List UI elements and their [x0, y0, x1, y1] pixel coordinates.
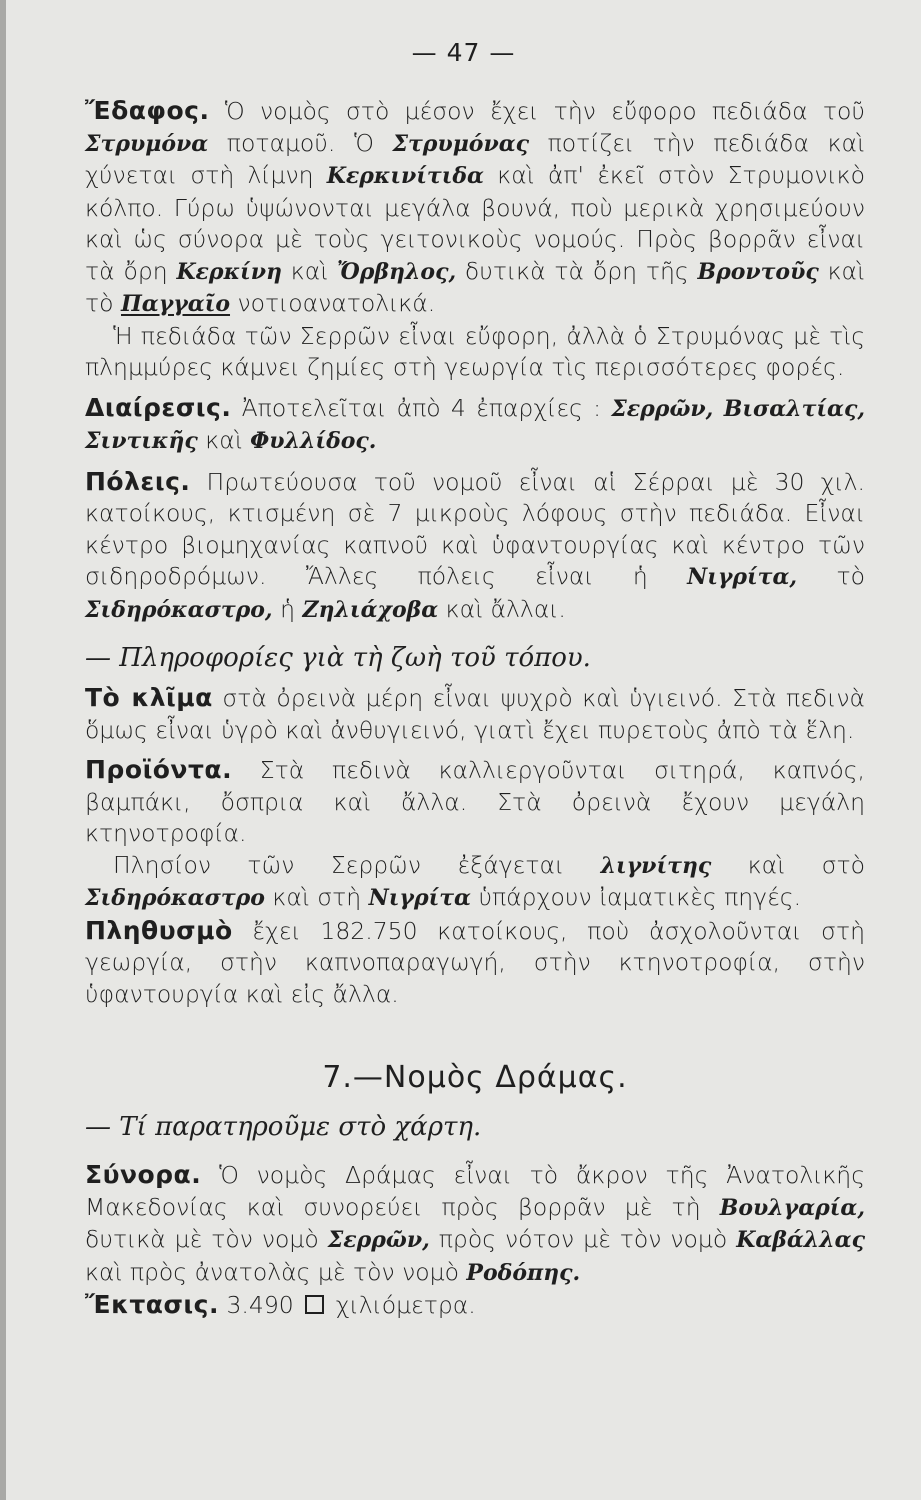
paragraph-proionta: [85, 754, 865, 850]
paragraph-diairesis: [85, 392, 865, 458]
heading-ektasis: Ἔκτασις.: [85, 1290, 219, 1319]
place-name: Κερκινίτιδα: [326, 163, 484, 189]
place-name: Ροδόπης.: [466, 1259, 581, 1286]
text: δυτικὰ μὲ τὸν νομὸ: [85, 1225, 328, 1253]
place-name: Νιγρίτα: [368, 885, 471, 911]
place-name: Στρυμόνα: [85, 130, 209, 157]
place-name: Φυλλίδος.: [250, 428, 377, 454]
page-content: [85, 95, 865, 1322]
text: καὶ πρὸς ἀνατολὰς μὲ τὸν νομὸ: [85, 1257, 467, 1286]
place-name: Σιδηρόκαστρο,: [85, 596, 273, 623]
heading-synora: Σύνορα.: [85, 1160, 202, 1189]
paragraph-synora: [85, 1159, 865, 1289]
text: ποταμοῦ. Ὁ: [208, 128, 393, 157]
map-heading: — Τί παρατηροῦμε στὸ χάρτη.: [85, 1112, 482, 1142]
paragraph-ektasis: [85, 1289, 865, 1322]
text: νοτιοανατολικά.: [230, 289, 436, 317]
paragraph-poleis: [85, 466, 865, 627]
place-name: Παγγαῖο: [121, 291, 231, 317]
text: καὶ στὴ: [264, 883, 369, 911]
place-name: Ζηλιάχοβα: [302, 596, 439, 623]
heading-klima: Τὸ κλῖμα: [85, 683, 213, 712]
heading-proionta: Προϊόντα.: [85, 755, 233, 784]
place-name: Σερρῶν, Βισαλτίας, Σιντικῆς: [85, 395, 865, 454]
info-heading: — Πληροφορίες γιὰ τὴ ζωὴ τοῦ τόπου.: [85, 643, 591, 673]
place-name: Σιδηρόκαστρο: [85, 885, 265, 911]
chapter-title: 7.—Νομὸς Δράμας.: [322, 1060, 628, 1095]
heading-plithysmos: Πληθυσμὸ: [85, 915, 233, 945]
heading-poleis: Πόλεις.: [85, 466, 191, 496]
text: Στὰ πεδινὰ καλλιεργοῦνται σιτηρά, καπνός, βαμπάκι, ὄσπρια καὶ ἄλλα. Στὰ ὀρεινὰ ἔχουν μεγάλη κτηνοτροφία.: [85, 756, 865, 847]
text: ἡ: [272, 594, 303, 623]
text: καὶ στὸ: [711, 850, 866, 879]
text: καὶ: [281, 256, 337, 285]
text: Ἀποτελεῖται ἀπὸ 4 ἐπαρχίες :: [231, 393, 612, 422]
place-name: Βροντοῦς: [697, 258, 819, 285]
heading-diairesis: Διαίρεσις.: [85, 392, 232, 422]
place-name: Στρυμόνας: [392, 130, 530, 157]
text: καὶ: [197, 426, 251, 454]
square-symbol-icon: [305, 1295, 324, 1314]
paragraph-lignitis: [85, 850, 865, 915]
text: ἔχει 182.750 κατοίκους, ποὺ ἀσχολοῦνται στὴ γεωργία, στὴν καπνοπαραγωγή, στὴν κτηνοτροφία, στὴν ὑφαντουργία καὶ εἰς ἄλλα.: [85, 916, 865, 1008]
place-name: Καβάλλας: [736, 1227, 865, 1253]
paragraph-plithysmos: [85, 915, 865, 1011]
text: πρὸς νότον μὲ τὸν νομὸ: [429, 1225, 737, 1253]
heading-edafos: Ἔδαφος.: [85, 96, 210, 125]
place-name: λιγνίτης: [600, 852, 712, 879]
place-name: Ὄρβηλος,: [336, 258, 457, 285]
paragraph-pedias: Ἡ πεδιάδα τῶν Σερρῶν εἶναι εὔφορη, ἀλλὰ ὁ Στρυμόνας μὲ τὶς πλημμύρες κάμνει ζημίες στὴ γεωργία τὶς περισσότερες φορές.: [85, 321, 865, 381]
text: στὰ ὀρεινὰ μέρη εἶναι ψυχρὸ καὶ ὑγιεινό. Στὰ πεδινὰ ὅμως εἶναι ὑγρὸ καὶ ἀνθυγιεινό, γιατὶ ἔχει πυρετοὺς ἀπὸ τὰ ἕλη.: [85, 684, 866, 744]
text: τὸ: [797, 562, 866, 590]
text: ποτίζει τὴν πεδιάδα καὶ χύνεται στὴ λίμνη: [85, 128, 865, 189]
text: καὶ τὸ: [85, 256, 865, 317]
place-name: Σερρῶν,: [327, 1227, 430, 1253]
text: χιλιόμετρα.: [328, 1291, 476, 1319]
text: Πρωτεύουσα τοῦ νομοῦ εἶναι αἱ Σέρραι μὲ 30 χιλ. κατοίκους, κτισμένη σὲ 7 μικροὺς λόφους στὴν πεδιάδα. Εἶναι κέντρο βιομηχανίας καπνοῦ καὶ ὑφαντουργίας καὶ κέντρο τῶν σιδηροδρόμων. Ἄλλες πόλεις εἶναι ἡ: [85, 467, 865, 590]
text: δυτικὰ τὰ ὄρη τῆς: [456, 256, 698, 285]
paragraph-klima: [85, 682, 865, 746]
text: Ὁ νομὸς στὸ μέσον ἔχει τὴν εὔφορο πεδιάδα τοῦ: [209, 97, 865, 125]
place-name: Βουλγαρία,: [719, 1194, 865, 1221]
text: 3.490: [219, 1291, 302, 1319]
text: ὑπάρχουν ἰαματικὲς πηγές.: [470, 883, 802, 911]
text: καὶ ἀπ' ἐκεῖ στὸν Στρυμονικὸ κόλπο. Γύρω ὑψώνονται μεγάλα βουνά, ποὺ μερικὰ χρησιμεύουν καὶ ὡς σύνορα μὲ τοὺς γειτονικοὺς νομούς. Πρὸς βορρᾶν εἶναι τὰ ὄρη: [85, 161, 865, 285]
text: Ὁ νομὸς Δράμας εἶναι τὸ ἄκρον τῆς Ἀνατολικῆς Μακεδονίας καὶ συνορεύει πρὸς βορρᾶν μὲ τὴ: [85, 1161, 865, 1221]
paragraph-edafos: [85, 95, 865, 321]
page-number: — 47 —: [411, 38, 516, 67]
place-name: Κερκίνη: [176, 258, 282, 285]
text: καὶ ἄλλαι.: [438, 594, 566, 623]
text: Πλησίον τῶν Σερρῶν ἐξάγεται: [113, 850, 601, 879]
place-name: Νιγρίτα,: [687, 564, 798, 590]
